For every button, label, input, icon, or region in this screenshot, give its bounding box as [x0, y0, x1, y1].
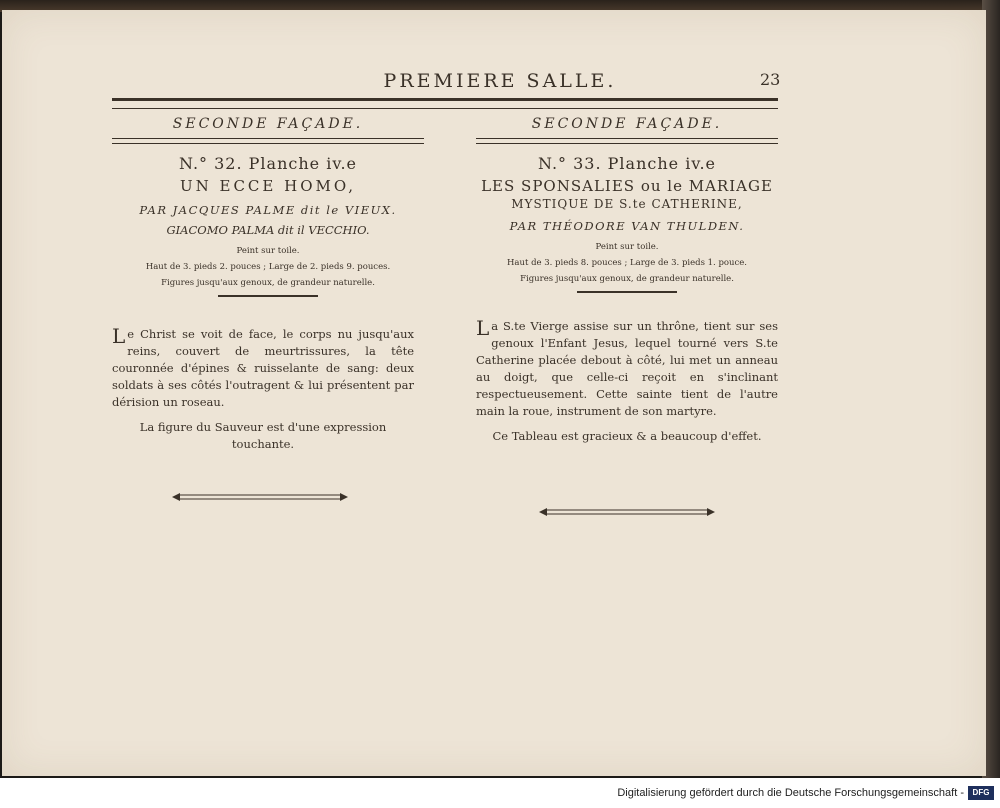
painting-figures: Figures jusqu'aux genoux, de grandeur naturelle.	[520, 274, 734, 284]
page-number: 23	[760, 70, 781, 89]
facade-rule	[476, 138, 778, 144]
entry-33-header	[476, 112, 778, 293]
painter-name: PAR THÉODORE VAN THULDEN.	[509, 219, 745, 233]
plate-number: N.° 33. Planche iv.e	[537, 154, 717, 173]
facade-heading: SECONDE FAÇADE.	[531, 116, 723, 132]
description-text: e Christ se voit de face, le corps nu jusqu'aux reins, couvert de meurtrissures, la tête couronnée d'épines & ruisselante de sang: deux soldats à ses côtés l'outragent & lui présentent par dérision un roseau.	[112, 327, 414, 409]
closing-remark: La figure du Sauveur est d'une expression touchante.	[139, 420, 387, 451]
closing-remark: Ce Tableau est gracieux & a beaucoup d'effet.	[492, 429, 762, 443]
entry-32-header	[112, 112, 424, 297]
painting-dimensions: Haut de 3. pieds 2. pouces ; Large de 2. pieds 9. pouces.	[145, 262, 391, 272]
painter-name: PAR JACQUES PALME dit le VIEUX.	[139, 203, 397, 217]
running-head: PREMIERE SALLE.	[383, 70, 617, 92]
funding-credit: Digitalisierung gefördert durch die Deutsche Forschungsgemeinschaft -	[617, 787, 964, 799]
painting-dimensions: Haut de 3. pieds 8. pouces ; Large de 3. pieds 1. pouce.	[507, 258, 747, 268]
entry-33-description	[476, 318, 778, 445]
header-double-rule	[112, 98, 778, 109]
ornament-divider	[537, 506, 717, 518]
painter-name-italian: GIACOMO PALMA dit il VECCHIO.	[166, 223, 370, 237]
painting-figures: Figures jusqu'aux genoux, de grandeur naturelle.	[161, 278, 375, 288]
section-rule	[577, 291, 677, 293]
entry-32-description	[112, 326, 414, 453]
painting-title: LES SPONSALIES ou le MARIAGE	[481, 177, 773, 195]
description-text: a S.te Vierge assise sur un thrône, tient sur ses genoux l'Enfant Jesus, lequel tourné vers S.te Catherine placée debout à côté, lui met un anneau au doigt, que celle-ci reçoit en s'inclinant respectueusement. Cette sainte tient de l'autre main la roue, instrument de son martyre.	[476, 319, 778, 418]
painting-title: UN ECCE HOMO,	[179, 177, 357, 195]
section-rule	[218, 295, 318, 297]
drop-cap: L	[112, 324, 126, 348]
painting-subtitle: MYSTIQUE DE S.te CATHERINE,	[511, 197, 743, 211]
ornament-divider	[170, 491, 350, 503]
digitization-footer	[0, 778, 1000, 808]
drop-cap: L	[476, 316, 490, 340]
dfg-logo: DFG	[968, 786, 994, 800]
painting-medium: Peint sur toile.	[595, 242, 659, 252]
painting-medium: Peint sur toile.	[236, 246, 300, 256]
facade-heading: SECONDE FAÇADE.	[172, 116, 364, 132]
facade-rule	[112, 138, 424, 144]
plate-number: N.° 32. Planche iv.e	[178, 154, 358, 173]
